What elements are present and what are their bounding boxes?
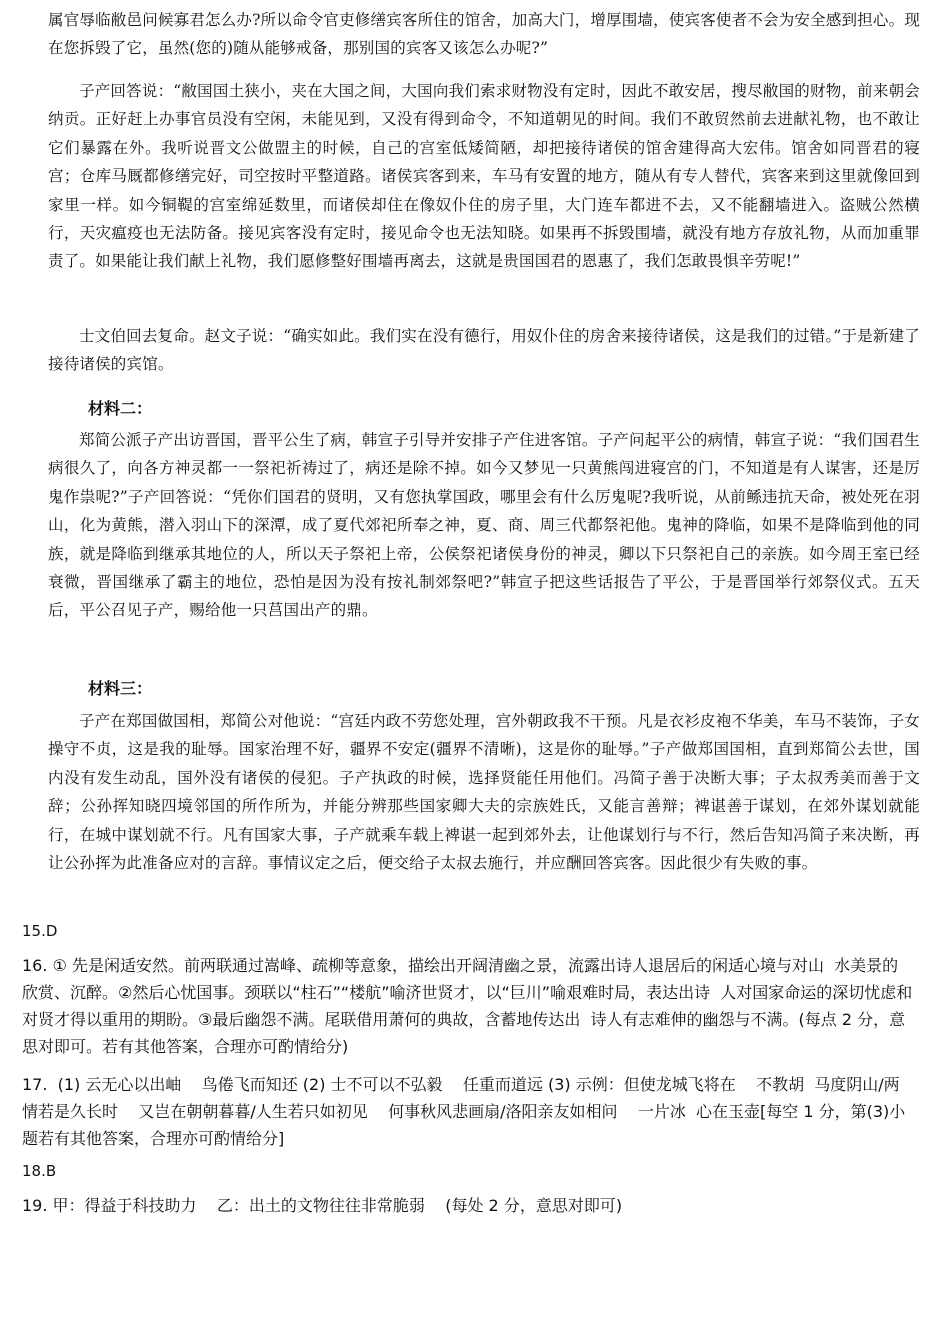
answer-18: 18.B xyxy=(22,1162,57,1180)
section-heading-material-3: 材料三： xyxy=(88,679,153,698)
section-heading-material-2: 材料二： xyxy=(88,399,153,418)
answer-19: 19. 甲：得益于科技助力 乙：出土的文物往往非常脆弱 (每处 2 分，意思对即可) xyxy=(22,1196,623,1215)
passage-paragraph-4: 郑简公派子产出访晋国，晋平公生了病，韩宣子引导并安排子产住进客馆。子产问起平公的病情，韩宣子说：“我们国君生病很久了，向各方神灵都一一祭祀祈祷过了，病还是除不掉。如今又梦见一只黄熊闯进寝宫的门，不知道是有人谋害，还是厉鬼作祟呢?”子产回答说：“凭你们国君的贤明，又有您执掌国政，哪里会有什么厉鬼呢?我听说，从前鲧违抗天命，被处死在羽山，化为黄熊，潜入羽山下的深潭，成了夏代郊祀所奉之神，夏、商、周三代都祭祀他。鬼神的降临，如果不是降临到他的同族，就是降临到继承其地位的人，所以天子祭祀上帝，公侯祭祀诸侯身份的神灵，卿以下只祭祀自己的亲族。如今周王室已经衰微，晋国继承了霸主的地位，恐怕是因为没有按礼制郊祭吧?”韩宣子把这些话报告了平公，于是晋国举行郊祭仪式。五天后，平公召见子产，赐给他一只莒国出产的鼎。 xyxy=(48,431,920,620)
answer-16: 16. ① 先是闲适安然。前两联通过嵩峰、疏柳等意象，描绘出开阔清幽之景，流露出诗人退居后的闲适心境与对山 水美景的欣赏、沉醉。②然后心忧国事。颈联以“柱石”“楼航”喻济世贤才，以“巨川”喻艰难时局，表达出诗 人对国家命运的深切忧虑和对贤才得以重用的期盼。③最后幽怨不满。尾联借用萧何的典故，含蓄地传达出 诗人有志难伸的幽怨与不满。(每点 2 分，意思对即可。若有其他答案，合理亦可酌情给分) xyxy=(22,956,913,1056)
passage-paragraph-1: 属官辱临敝邑问候寡君怎么办?所以命令官吏修缮宾客所住的馆舍，加高大门，增厚围墙，使宾客使者不会为安全感到担心。现在您拆毁了它，虽然(您的)随从能够戒备，那别国的宾客又该怎么办呢?” xyxy=(48,11,921,58)
answer-15: 15.D xyxy=(22,922,58,940)
passage-paragraph-5: 子产在郑国做国相，郑简公对他说：“宫廷内政不劳您处理，宫外朝政我不干预。凡是衣衫皮袍不华美，车马不装饰，子女操守不贞，这是我的耻辱。国家治理不好，疆界不安定(疆界不清晰)，这是你的耻辱。”子产做郑国国相，直到郑简公去世，国内没有发生动乱，国外没有诸侯的侵犯。子产执政的时候，选择贤能任用他们。冯简子善于决断大事；子太叔秀美而善于文辞；公孙挥知晓四境邻国的所作所为，并能分辨那些国家卿大夫的宗族姓氏，又能言善辩；裨谌善于谋划，在郊外谋划就能行，在城中谋划就不行。凡有国家大事，子产就乘车载上裨谌一起到郊外去，让他谋划行与不行，然后告知冯简子来决断，再让公孙挥为此准备应对的言辞。事情议定之后，便交给子太叔去施行，并应酬回答宾客。因此很少有失败的事。 xyxy=(48,712,920,873)
answer-17: 17. (1) 云无心以出岫 鸟倦飞而知还 (2) 士不可以不弘毅 任重而道远 (3) 示例：但使龙城飞将在 不教胡 马度阴山/两情若是久长时 又岂在朝朝暮暮/人生若只如初见 何事秋风悲画扇/洛阳亲友如相问 一片冰 心在玉壶[每空 1 分，第(3)小题若有其他答案，合理亦可酌情给分] xyxy=(22,1075,906,1148)
passage-paragraph-2: 子产回答说：“敝国国土狭小，夹在大国之间，大国向我们索求财物没有定时，因此不敢安居，搜尽敝国的财物，前来朝会纳贡。正好赶上办事官员没有空闲，未能见到，又没有得到命令，不知道朝见的时间。我们不敢贸然前去进献礼物，也不敢让它们暴露在外。我听说晋文公做盟主的时候，自己的宫室低矮简陋，却把接待诸侯的馆舍建得高大宏伟。馆舍如同晋君的寝宫；仓库马厩都修缮完好，司空按时平整道路。诸侯宾客到来，车马有安置的地方，随从有专人替代，宾客来到这里就像回到家里一样。如今铜鞮的宫室绵延数里，而诸侯却住在像奴仆住的房子里，大门连车都进不去，又不能翻墙进入。盗贼公然横行，天灾瘟疫也无法防备。接见宾客没有定时，接见命令也无法知晓。如果再不拆毁围墙，就没有地方存放礼物，从而加重罪责了。如果能让我们献上礼物，我们愿修整好围墙再离去，这就是贵国国君的恩惠了，我们怎敢畏惧辛劳呢!” xyxy=(48,82,920,271)
passage-paragraph-3: 士文伯回去复命。赵文子说：“确实如此。我们实在没有德行，用奴仆住的房舍来接待诸侯，这是我们的过错。”于是新建了接待诸侯的宾馆。 xyxy=(48,327,920,374)
